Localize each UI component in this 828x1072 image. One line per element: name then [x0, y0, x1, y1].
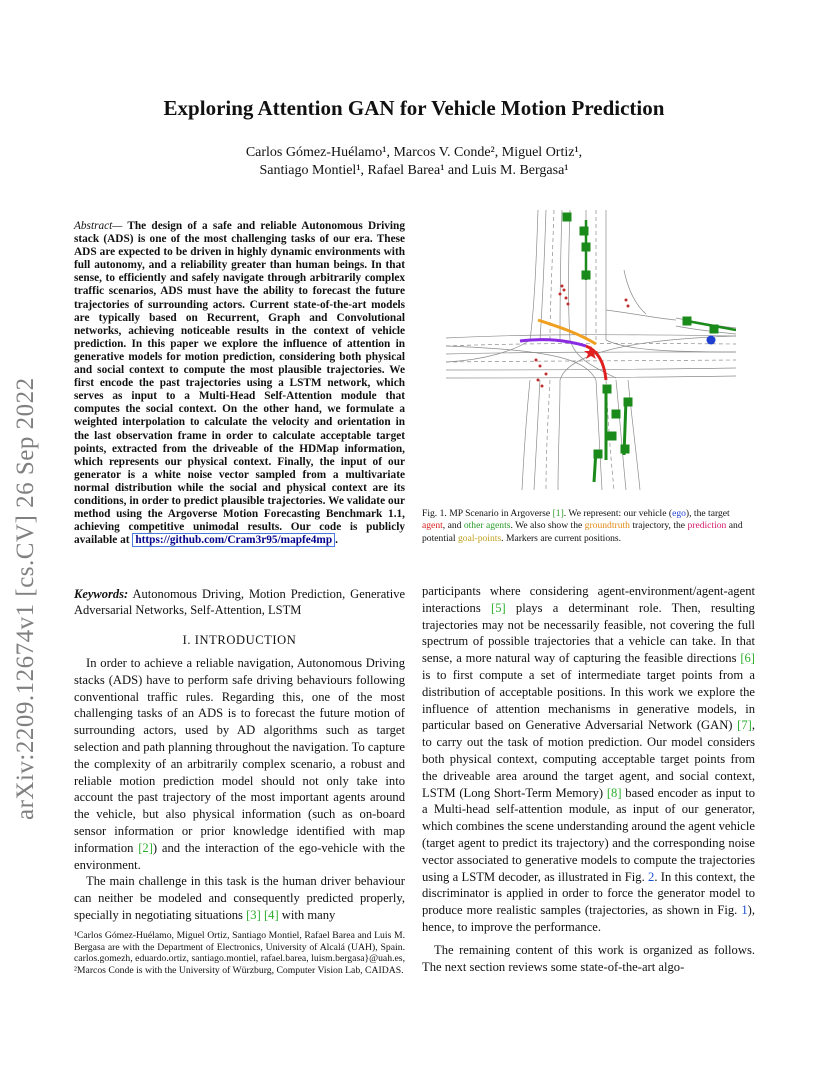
citation-link[interactable]: [3]	[246, 907, 261, 922]
intro-paragraph-1: In order to achieve a reliable navigation, Autonomous Driving stacks (ADS) have to perform safe driving behaviours following conventional traffic rules. Regarding this, one of the most challenging tasks of an ADS is to forecast the future motion of surrounding actors, used by AD algorithms such as target selection and path planning throughout the navigation. To capture the complexity of an arbitrarily complex scenario, a robust and reliable motion prediction model should not only take into account the past trajectory of the most important agents around the vehicle, but also physical information (such as on-board sensor information or prior knowledge identified with map information [2]) and the interaction of the ego-vehicle with the environment.	[74, 656, 405, 872]
authors-line-1: Carlos Gómez-Huélamo¹, Marcos V. Conde², Miguel Ortiz¹,	[245, 145, 583, 160]
figure-1-caption: Fig. 1. MP Scenario in Argoverse [1]. We represent: our vehicle (ego), the target agent, and other agents. We also show the groundtruth trajectory, the prediction and potential goal-points. Markers are current positions.	[422, 508, 743, 544]
abstract-text: The design of a safe and reliable Autonomous Driving stack (ADS) is one of the most challenging tasks of our era. These ADS are expected to be driven in highly dynamic environments with full autonomy, and a reliability greater than human beings. In that sense, to efficiently and safely navigate through arbitrarily complex traffic scenarios, ADS must have the ability to forecast the future trajectories of surrounding actors. Current state-of-the-art models are typically based on Recurrent, Graph and Convolutional networks, achieving noticeable results in the context of vehicle prediction. In this paper we explore the influence of attention in generative models for motion prediction, considering both physical and social context to compute the most plausible trajectories. We first encode the past trajectories using a LSTM network, which serves as input to a Multi-Head Self-Attention module that computes the social context. On the other hand, we formulate a weighted interpolation to calculate the velocity and orientation in the last observation frame in order to calculate acceptable target points, extracted from the driveable of the HDMap information, which represents our physical context. Finally, the input of our generator is a white noise vector sampled from a multivariate normal distribution while the social and physical context are its conditions, in order to predict plausible trajectories. We validate our method using the Argoverse Motion Forecasting Benchmark 1.1, achieving competitive unimodal results. Our code is publicly available at	[74, 220, 405, 547]
citation-link[interactable]: [7]	[737, 718, 752, 733]
code-repository-link[interactable]: https://github.com/Cram3r95/mapfe4mp	[132, 533, 335, 547]
abstract	[74, 220, 405, 547]
introduction-left-column	[74, 655, 405, 924]
figure-link[interactable]: 2	[648, 869, 655, 884]
ego-vehicle-marker	[707, 336, 716, 345]
figure-1-scenario-map	[446, 210, 736, 490]
citation-link[interactable]: [5]	[491, 600, 506, 615]
abstract-label: Abstract—	[74, 220, 123, 232]
citation-link[interactable]: [4]	[263, 907, 279, 922]
citation-link[interactable]: [1]	[552, 508, 564, 519]
keywords	[74, 587, 405, 618]
prediction-trajectory	[520, 340, 586, 346]
paper-title: Exploring Attention GAN for Vehicle Motion Prediction	[163, 96, 665, 120]
authors-line-2: Santiago Montiel¹, Rafael Barea¹ and Luis M. Bergasa¹	[259, 163, 569, 178]
abstract-end: .	[335, 534, 338, 547]
arxiv-identifier: arXiv:2209.12674v1 [cs.CV] 26 Sep 2022	[12, 377, 39, 820]
section-heading-introduction: I. INTRODUCTION	[182, 633, 297, 647]
citation-link[interactable]: [6]	[740, 651, 755, 666]
introduction-right-column	[422, 583, 755, 975]
figure-link[interactable]: 1	[741, 903, 748, 918]
affiliation-footnote: ¹Carlos Gómez-Huélamo, Miguel Ortiz, Santiago Montiel, Rafael Barea and Luis M. Bergasa are with the Department of Electronics, University of Alcalá (UAH), Spain. carlos.gomezh, eduardo.ortiz, santiago.montiel, rafael.barea, luism.bergasa}@uah.es, ²Marcos Conde is with the University of Würzburg, Computer Vision Lab, CAIDAS.	[74, 930, 405, 976]
intro-paragraph-2: The main challenge in this task is the human driver behaviour can neither be modeled and consequently predicted properly, specially in negotiating situations [3] [4] with many	[74, 874, 405, 922]
keywords-text: Autonomous Driving, Motion Prediction, Generative Adversarial Networks, Self-Attention, LSTM	[74, 587, 405, 617]
intro-paragraph-4: The remaining content of this work is organized as follows. The next section reviews some state-of-the-art algo-	[422, 942, 755, 974]
citation-link[interactable]: [8]	[606, 785, 622, 800]
citation-link[interactable]: [2]	[138, 840, 153, 855]
intro-paragraph-3: participants where considering agent-environment/agent-agent interactions [5] plays a determinant role. Then, resulting trajectories may not be necessarily feasible, not covering the full spectrum of possible trajectories that a vehicle can take. In that sense, a more natural way of capturing the feasible directions [6] is to first compute a set of intermediate target points from a distribution of acceptable positions. In this work we explore the influence of attention mechanisms in generative models, in particular based on Generative Adversarial Network (GAN) [7], to carry out the task of motion prediction. Our model considers both physical context, computing acceptable target points from the driveable area around the target agent, and social context, LSTM (Long Short-Term Memory) [8] based encoder as input to a Multi-head self-attention module, as input of our generator, which combines the scene understanding around the agent vehicle (target agent to predict its trajectory) and the corresponding noise vector associated to generative models to compute the trajectories using a LSTM decoder, as illustrated in Fig. 2. In this context, the discriminator is applied in order to force the generator model to produce more realistic samples (trajectories, as shown in Fig. 1), hence, to improve the performance.	[422, 584, 756, 934]
keywords-label: Keywords:	[74, 587, 129, 601]
